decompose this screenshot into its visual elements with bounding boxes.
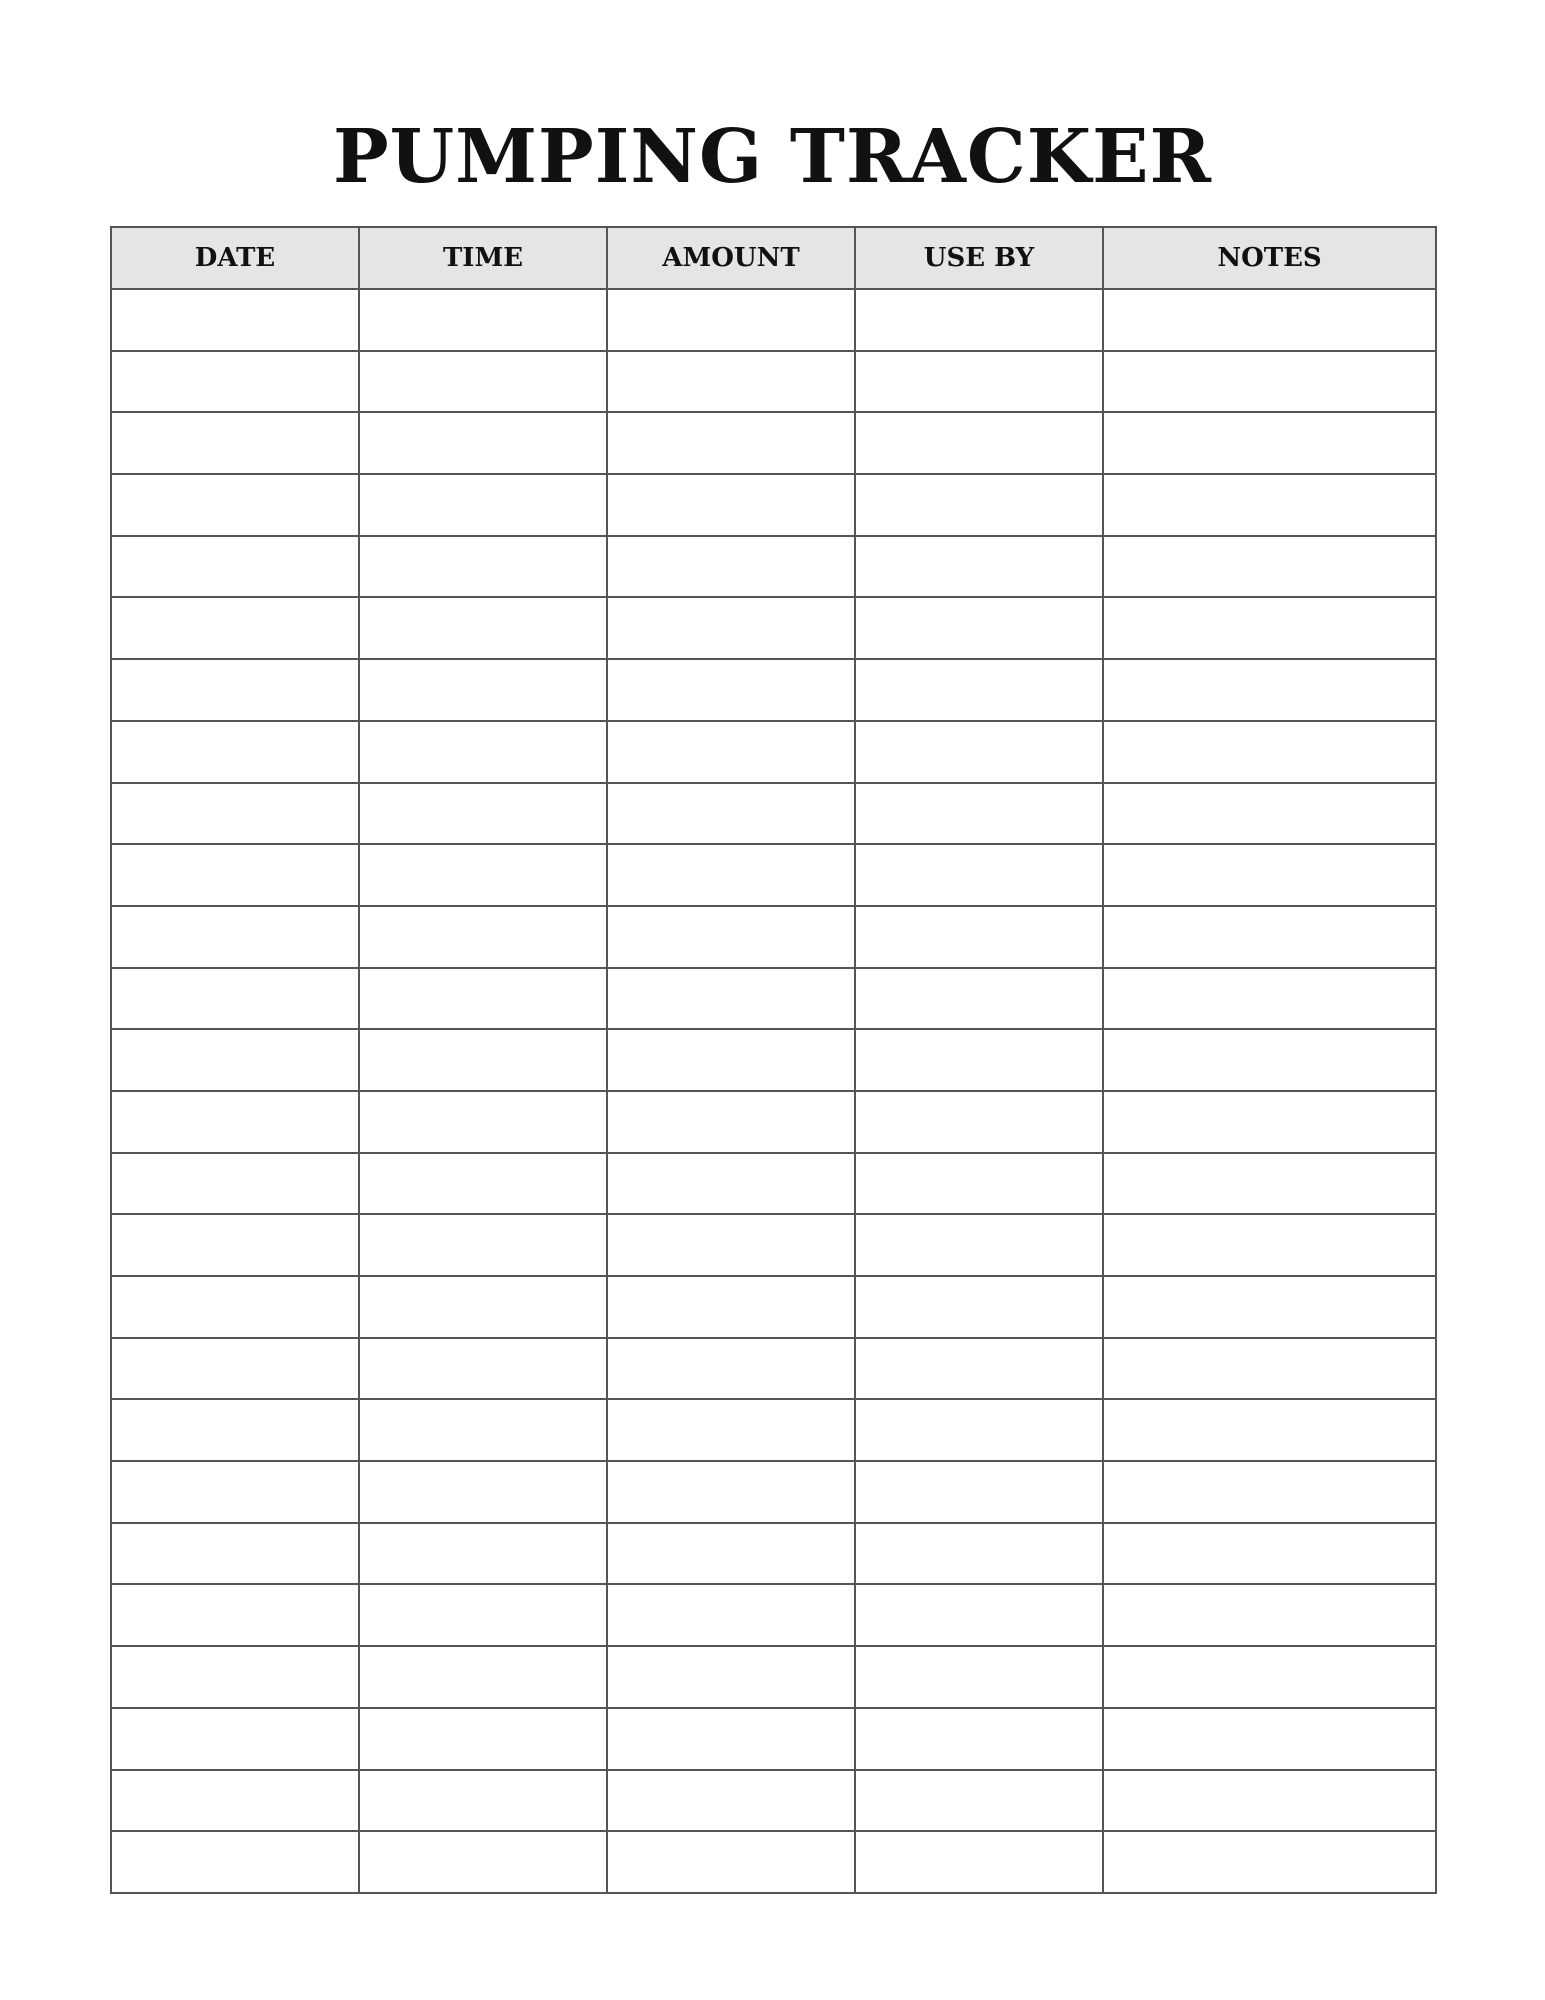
cell-use-by[interactable] — [855, 659, 1103, 721]
cell-use-by[interactable] — [855, 597, 1103, 659]
table-row — [111, 968, 1436, 1030]
cell-use-by[interactable] — [855, 474, 1103, 536]
table-row — [111, 1461, 1436, 1523]
table-row — [111, 1770, 1436, 1832]
cell-amount[interactable] — [607, 1831, 855, 1893]
cell-date[interactable] — [111, 351, 359, 413]
cell-amount[interactable] — [607, 659, 855, 721]
cell-time[interactable] — [359, 412, 607, 474]
table-row — [111, 783, 1436, 845]
table-row — [111, 1029, 1436, 1091]
cell-date[interactable] — [111, 1831, 359, 1893]
cell-use-by[interactable] — [855, 1029, 1103, 1091]
cell-time[interactable] — [359, 536, 607, 598]
cell-date[interactable] — [111, 289, 359, 351]
cell-date[interactable] — [111, 1276, 359, 1338]
cell-notes[interactable] — [1103, 659, 1436, 721]
table-row — [111, 1831, 1436, 1893]
column-header-amount: AMOUNT — [607, 227, 855, 289]
table-body — [111, 289, 1436, 1893]
cell-time[interactable] — [359, 1708, 607, 1770]
cell-time[interactable] — [359, 1153, 607, 1215]
cell-date[interactable] — [111, 1153, 359, 1215]
table-row — [111, 289, 1436, 351]
cell-notes[interactable] — [1103, 351, 1436, 413]
page-title: PUMPING TRACKER — [332, 114, 1213, 200]
table-row — [111, 659, 1436, 721]
table-row — [111, 1153, 1436, 1215]
cell-date[interactable] — [111, 1214, 359, 1276]
cell-time[interactable] — [359, 1399, 607, 1461]
cell-amount[interactable] — [607, 1214, 855, 1276]
column-header-date: DATE — [111, 227, 359, 289]
table-row — [111, 1276, 1436, 1338]
cell-use-by[interactable] — [855, 1276, 1103, 1338]
cell-date[interactable] — [111, 1029, 359, 1091]
table-row — [111, 1214, 1436, 1276]
cell-time[interactable] — [359, 1029, 607, 1091]
cell-amount[interactable] — [607, 906, 855, 968]
table-row — [111, 351, 1436, 413]
cell-amount[interactable] — [607, 1338, 855, 1400]
cell-date[interactable] — [111, 1523, 359, 1585]
table-row — [111, 536, 1436, 598]
table-header-row — [111, 227, 1436, 289]
cell-amount[interactable] — [607, 968, 855, 1030]
cell-use-by[interactable] — [855, 1646, 1103, 1708]
cell-use-by[interactable] — [855, 351, 1103, 413]
cell-use-by[interactable] — [855, 1461, 1103, 1523]
cell-date[interactable] — [111, 968, 359, 1030]
cell-time[interactable] — [359, 1276, 607, 1338]
cell-use-by[interactable] — [855, 1708, 1103, 1770]
cell-date[interactable] — [111, 721, 359, 783]
cell-time[interactable] — [359, 597, 607, 659]
cell-notes[interactable] — [1103, 1338, 1436, 1400]
cell-time[interactable] — [359, 659, 607, 721]
cell-notes[interactable] — [1103, 597, 1436, 659]
cell-time[interactable] — [359, 906, 607, 968]
table-row — [111, 844, 1436, 906]
table-row — [111, 1091, 1436, 1153]
cell-time[interactable] — [359, 1646, 607, 1708]
cell-use-by[interactable] — [855, 1091, 1103, 1153]
column-header-time: TIME — [359, 227, 607, 289]
cell-notes[interactable] — [1103, 1646, 1436, 1708]
cell-amount[interactable] — [607, 844, 855, 906]
column-header-use-by: USE BY — [855, 227, 1103, 289]
cell-date[interactable] — [111, 597, 359, 659]
cell-use-by[interactable] — [855, 289, 1103, 351]
cell-time[interactable] — [359, 968, 607, 1030]
cell-time[interactable] — [359, 721, 607, 783]
cell-time[interactable] — [359, 1338, 607, 1400]
cell-notes[interactable] — [1103, 844, 1436, 906]
cell-date[interactable] — [111, 1091, 359, 1153]
cell-amount[interactable] — [607, 783, 855, 845]
cell-amount[interactable] — [607, 289, 855, 351]
pumping-log-table — [110, 226, 1437, 1894]
cell-date[interactable] — [111, 1770, 359, 1832]
cell-amount[interactable] — [607, 1091, 855, 1153]
table-row — [111, 1646, 1436, 1708]
table-row — [111, 1399, 1436, 1461]
cell-amount[interactable] — [607, 1770, 855, 1832]
cell-use-by[interactable] — [855, 906, 1103, 968]
cell-use-by[interactable] — [855, 968, 1103, 1030]
cell-date[interactable] — [111, 1708, 359, 1770]
cell-use-by[interactable] — [855, 536, 1103, 598]
cell-time[interactable] — [359, 1461, 607, 1523]
cell-amount[interactable] — [607, 1399, 855, 1461]
cell-date[interactable] — [111, 659, 359, 721]
table-row — [111, 1338, 1436, 1400]
table-row — [111, 412, 1436, 474]
cell-notes[interactable] — [1103, 1399, 1436, 1461]
cell-date[interactable] — [111, 412, 359, 474]
cell-date[interactable] — [111, 906, 359, 968]
cell-time[interactable] — [359, 783, 607, 845]
cell-amount[interactable] — [607, 1029, 855, 1091]
table-row — [111, 474, 1436, 536]
cell-time[interactable] — [359, 1523, 607, 1585]
cell-amount[interactable] — [607, 1646, 855, 1708]
cell-notes[interactable] — [1103, 721, 1436, 783]
cell-notes[interactable] — [1103, 1091, 1436, 1153]
cell-date[interactable] — [111, 1338, 359, 1400]
cell-date[interactable] — [111, 536, 359, 598]
cell-time[interactable] — [359, 1214, 607, 1276]
cell-notes[interactable] — [1103, 1276, 1436, 1338]
cell-use-by[interactable] — [855, 1770, 1103, 1832]
cell-notes[interactable] — [1103, 1214, 1436, 1276]
cell-amount[interactable] — [607, 351, 855, 413]
cell-notes[interactable] — [1103, 1831, 1436, 1893]
table-row — [111, 1584, 1436, 1646]
cell-notes[interactable] — [1103, 1770, 1436, 1832]
cell-use-by[interactable] — [855, 1399, 1103, 1461]
cell-use-by[interactable] — [855, 1584, 1103, 1646]
cell-use-by[interactable] — [855, 1214, 1103, 1276]
cell-notes[interactable] — [1103, 1708, 1436, 1770]
cell-amount[interactable] — [607, 412, 855, 474]
cell-date[interactable] — [111, 1584, 359, 1646]
cell-notes[interactable] — [1103, 474, 1436, 536]
cell-notes[interactable] — [1103, 1029, 1436, 1091]
cell-amount[interactable] — [607, 1276, 855, 1338]
cell-amount[interactable] — [607, 1708, 855, 1770]
cell-time[interactable] — [359, 351, 607, 413]
cell-use-by[interactable] — [855, 783, 1103, 845]
cell-notes[interactable] — [1103, 1584, 1436, 1646]
cell-notes[interactable] — [1103, 1153, 1436, 1215]
cell-amount[interactable] — [607, 1461, 855, 1523]
table-row — [111, 1523, 1436, 1585]
cell-amount[interactable] — [607, 1523, 855, 1585]
cell-use-by[interactable] — [855, 412, 1103, 474]
cell-use-by[interactable] — [855, 844, 1103, 906]
cell-use-by[interactable] — [855, 1523, 1103, 1585]
cell-date[interactable] — [111, 1646, 359, 1708]
cell-notes[interactable] — [1103, 536, 1436, 598]
cell-notes[interactable] — [1103, 1523, 1436, 1585]
cell-notes[interactable] — [1103, 783, 1436, 845]
cell-notes[interactable] — [1103, 906, 1436, 968]
table-row — [111, 597, 1436, 659]
cell-notes[interactable] — [1103, 968, 1436, 1030]
column-header-notes: NOTES — [1103, 227, 1436, 289]
cell-use-by[interactable] — [855, 1153, 1103, 1215]
cell-date[interactable] — [111, 844, 359, 906]
cell-use-by[interactable] — [855, 1338, 1103, 1400]
cell-time[interactable] — [359, 1584, 607, 1646]
cell-amount[interactable] — [607, 597, 855, 659]
cell-notes[interactable] — [1103, 289, 1436, 351]
cell-date[interactable] — [111, 1399, 359, 1461]
cell-time[interactable] — [359, 289, 607, 351]
cell-date[interactable] — [111, 474, 359, 536]
cell-amount[interactable] — [607, 1584, 855, 1646]
cell-time[interactable] — [359, 474, 607, 536]
cell-time[interactable] — [359, 844, 607, 906]
cell-notes[interactable] — [1103, 412, 1436, 474]
cell-use-by[interactable] — [855, 721, 1103, 783]
table-row — [111, 721, 1436, 783]
cell-time[interactable] — [359, 1831, 607, 1893]
cell-amount[interactable] — [607, 474, 855, 536]
table-row — [111, 1708, 1436, 1770]
table-row — [111, 906, 1436, 968]
cell-time[interactable] — [359, 1770, 607, 1832]
cell-date[interactable] — [111, 783, 359, 845]
cell-notes[interactable] — [1103, 1461, 1436, 1523]
cell-amount[interactable] — [607, 536, 855, 598]
cell-date[interactable] — [111, 1461, 359, 1523]
cell-amount[interactable] — [607, 721, 855, 783]
cell-use-by[interactable] — [855, 1831, 1103, 1893]
cell-time[interactable] — [359, 1091, 607, 1153]
cell-amount[interactable] — [607, 1153, 855, 1215]
